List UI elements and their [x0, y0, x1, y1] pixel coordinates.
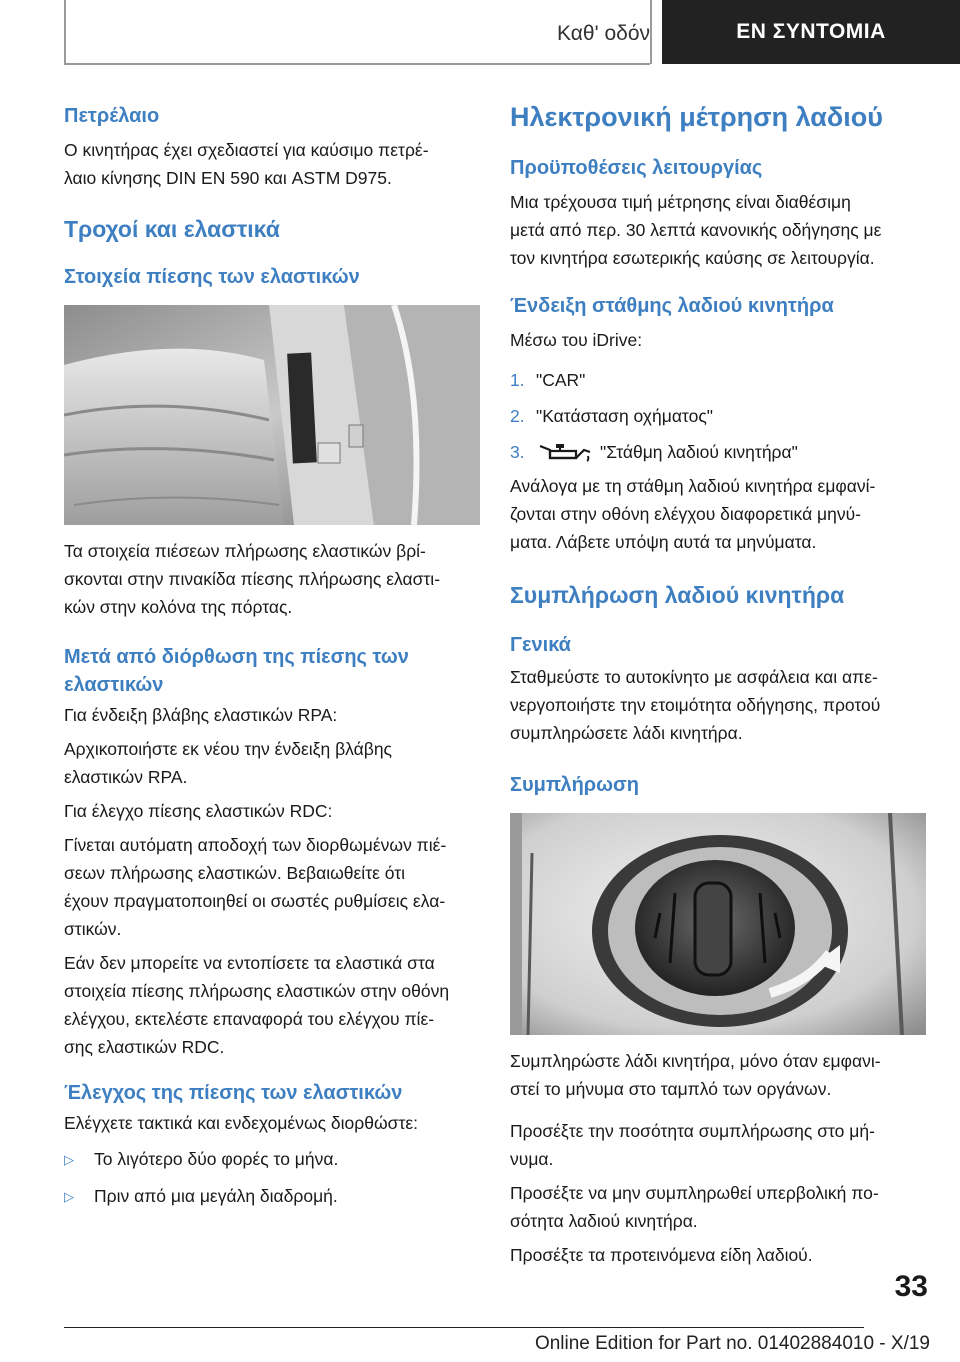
- header-bottom-rule: [64, 63, 650, 65]
- locate-text-line1: Εάν δεν μπορείτε να εντοπίσετε τα ελαστικά στα: [64, 953, 435, 973]
- section-tab-summary[interactable]: ΕΝ ΣΥΝΤΟΜΙΑ: [662, 0, 960, 64]
- oil-level-text-line1: Ανάλογα με τη στάθμη λαδιού κινητήρα εμφανί-: [510, 476, 876, 496]
- edition-footer: Online Edition for Part no. 01402884010 - X/19: [534, 1333, 930, 1354]
- rpa-text-line1: Αρχικοποιήστε εκ νέου την ένδειξη βλάβης: [64, 739, 392, 759]
- general-heading: Γενικά: [510, 634, 571, 656]
- page-number: 33: [894, 1270, 928, 1303]
- locate-text-line2: στοιχεία πίεσης πλήρωσης ελαστικών στην οθόνη: [64, 981, 450, 1001]
- rdc-text-line1: Γίνεται αυτόματη αποδοχή των διορθωμένων πιέ-: [64, 835, 447, 855]
- step-number: 1.: [510, 370, 525, 390]
- prerequisites-text-line2: μετά από περ. 30 λεπτά κανονικής οδήγησης με: [510, 220, 882, 240]
- right-column: [510, 100, 930, 1269]
- oil-filler-cap-photo: [510, 813, 926, 1035]
- rdc-intro: Για έλεγχο πίεσης ελαστικών RDC:: [64, 801, 333, 821]
- tire-data-text-line3: κών στην κολόνα της πόρτας.: [64, 597, 293, 617]
- list-item: [510, 434, 930, 470]
- section-tab-on-the-road[interactable]: Καθ' οδόν: [557, 22, 650, 45]
- step-number: 2.: [510, 406, 525, 426]
- page-header: [0, 0, 960, 66]
- prerequisites-text-line3: τον κινητήρα εσωτερικής καύσης σε λειτουργία.: [510, 248, 875, 268]
- locate-text-line3: ελέγχου, εκτελέστε επαναφορά του ελέγχου πίε-: [64, 1009, 435, 1029]
- step-text: "Κατάσταση οχήματος": [536, 406, 713, 426]
- rdc-text-line2: σεων πλήρωσης ελαστικών. Βεβαιωθείτε ότι: [64, 863, 406, 883]
- petroleum-text-line1: Ο κινητήρας έχει σχεδιαστεί για καύσιμο πετρέ-: [64, 140, 429, 160]
- bullet-triangle-icon: ▷: [64, 1152, 74, 1167]
- check-bullet-list: [64, 1145, 484, 1211]
- oil-level-text-line2: ζονται στην οθόνη ελέγχου διαφορετικά μηνύ-: [510, 504, 862, 524]
- overfill-text-line2: σότητα λαδιού κινητήρα.: [510, 1211, 698, 1231]
- step-number: 3.: [510, 442, 525, 462]
- oil-level-heading: Ένδειξη στάθμης λαδιού κινητήρα: [510, 295, 834, 317]
- general-text-line3: συμπληρώσετε λάδι κινητήρα.: [510, 723, 743, 743]
- check-pressure-heading: Έλεγχος της πίεσης των ελαστικών: [64, 1082, 403, 1104]
- general-text-line1: Σταθμεύστε το αυτοκίνητο με ασφάλεια και απε-: [510, 667, 878, 687]
- step-text: "CAR": [536, 370, 586, 390]
- prerequisites-heading: Προϋποθέσεις λειτουργίας: [510, 157, 763, 179]
- prerequisites-text-line1: Μια τρέχουσα τιμή μέτρησης είναι διαθέσιμη: [510, 192, 851, 212]
- rdc-text-line3: έχουν πραγματοποιηθεί οι σωστές ρυθμίσεις ελα-: [64, 891, 446, 911]
- list-item: [64, 1182, 484, 1211]
- header-left-rule: [64, 0, 66, 64]
- left-column: [64, 100, 484, 1211]
- electronic-oil-heading: Ηλεκτρονική μέτρηση λαδιού: [510, 102, 883, 132]
- rpa-text-line2: ελαστικών RPA.: [64, 767, 188, 787]
- tire-data-heading: Στοιχεία πίεσης των ελαστικών: [64, 266, 360, 288]
- list-item: [64, 1145, 484, 1174]
- rdc-text-line4: στικών.: [64, 919, 122, 939]
- amount-text-line1: Προσέξτε την ποσότητα συμπλήρωσης στο μή-: [510, 1121, 875, 1141]
- bullet-text: Το λιγότερο δύο φορές το μήνα.: [94, 1149, 339, 1169]
- oil-level-intro: Μέσω του iDrive:: [510, 330, 643, 350]
- check-intro: Ελέγχετε τακτικά και ενδεχομένως διορθώστε:: [64, 1113, 419, 1133]
- bullet-triangle-icon: ▷: [64, 1189, 74, 1204]
- filling-text-line2: στεί το μήνυμα στο ταμπλό των οργάνων.: [510, 1079, 832, 1099]
- petroleum-heading: Πετρέλαιο: [64, 105, 160, 127]
- list-item: [510, 362, 930, 398]
- filling-heading: Συμπλήρωση: [510, 774, 639, 796]
- after-correction-heading-line2: ελαστικών: [64, 674, 164, 696]
- bullet-text: Πριν από μια μεγάλη διαδρομή.: [94, 1186, 338, 1206]
- oil-level-text-line3: ματα. Λάβετε υπόψη αυτά τα μηνύματα.: [510, 532, 817, 552]
- rpa-intro: Για ένδειξη βλάβης ελαστικών RPA:: [64, 705, 338, 725]
- overfill-text-line1: Προσέξτε να μην συμπληρωθεί υπερβολική πο-: [510, 1183, 879, 1203]
- wheels-heading: Τροχοί και ελαστικά: [64, 216, 280, 242]
- general-text-line2: νεργοποιήστε την ετοιμότητα οδήγησης, προτού: [510, 695, 881, 715]
- amount-text-line2: νυμα.: [510, 1149, 554, 1169]
- oil-can-icon: [536, 440, 592, 464]
- petroleum-text-line2: λαιο κίνησης DIN EN 590 και ASTM D975.: [64, 168, 392, 188]
- locate-text-line4: σης ελαστικών RDC.: [64, 1037, 225, 1057]
- tire-data-text-line2: σκονται στην πινακίδα πίεσης πλήρωσης ελαστι-: [64, 569, 441, 589]
- door-pillar-photo: [64, 305, 480, 525]
- topup-oil-heading: Συμπλήρωση λαδιού κινητήρα: [510, 582, 845, 608]
- list-item: [510, 398, 930, 434]
- after-correction-heading-line1: Μετά από διόρθωση της πίεσης των: [64, 646, 409, 668]
- step-text: "Στάθμη λαδιού κινητήρα": [600, 442, 798, 462]
- footer-rule: [64, 1327, 864, 1328]
- oil-types-text: Προσέξτε τα προτεινόμενα είδη λαδιού.: [510, 1245, 813, 1265]
- header-divider: [650, 0, 652, 64]
- filling-text-line1: Συμπληρώστε λάδι κινητήρα, μόνο όταν εμφανι-: [510, 1051, 881, 1071]
- idrive-steps: [510, 362, 930, 470]
- tire-data-text-line1: Τα στοιχεία πιέσεων πλήρωσης ελαστικών βρί-: [64, 541, 426, 561]
